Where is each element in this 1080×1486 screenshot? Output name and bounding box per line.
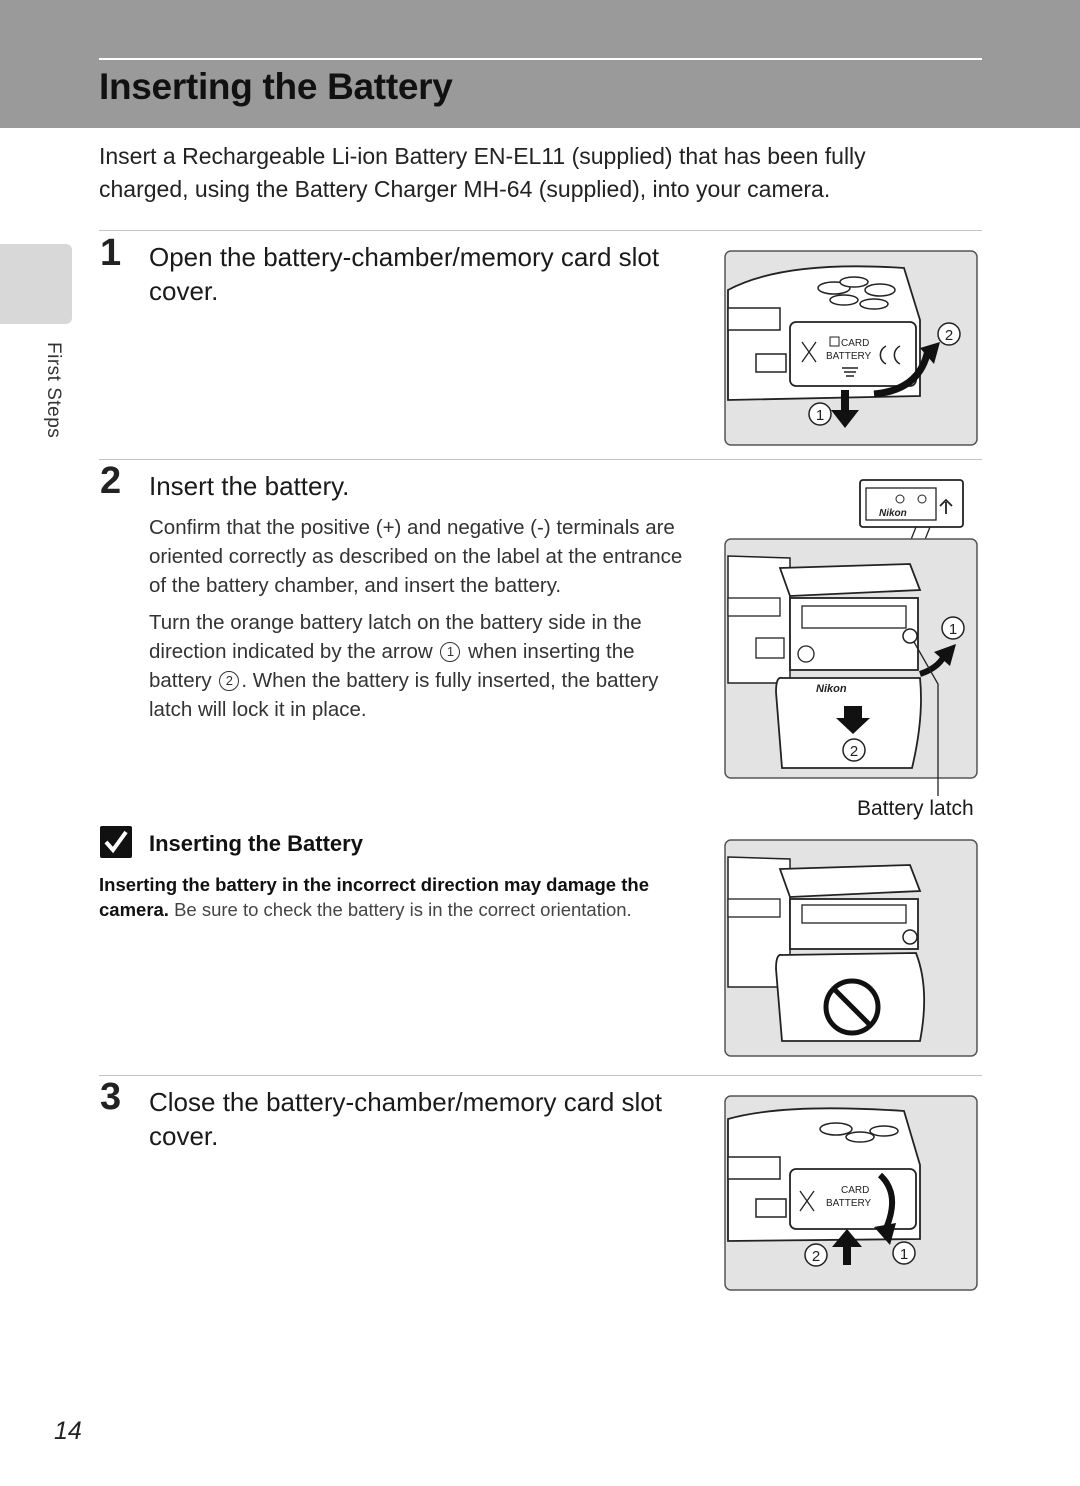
divider: [99, 230, 982, 231]
section-label: First Steps: [43, 342, 64, 439]
marker-1: 1: [815, 407, 825, 424]
section-tab: [0, 244, 72, 324]
callout-battery-latch: Battery latch: [857, 797, 974, 820]
step-number: 3: [100, 1076, 122, 1118]
marker-2: 2: [849, 743, 859, 760]
battery-label: BATTERY: [826, 1198, 872, 1209]
paragraph-text: . When the battery is fully inserted, the battery latch will lock it in place.: [149, 669, 659, 721]
page-title: Inserting the Battery: [99, 66, 453, 107]
note-warning: Inserting the battery in the incorrect direction may damage the camera.: [99, 874, 649, 920]
marker-1: 1: [948, 621, 958, 638]
note-text: Be sure to check the battery is in the correct orientation.: [174, 899, 632, 920]
battery-label: BATTERY: [826, 351, 872, 362]
marker-2: 2: [944, 327, 954, 344]
divider: [99, 1075, 982, 1076]
note-title: Inserting the Battery: [149, 831, 363, 856]
figure-insert-battery: [724, 478, 980, 798]
brand-label: Nikon: [816, 683, 847, 695]
paragraph-text: when inserting the battery: [149, 640, 635, 692]
header-rule: [99, 58, 982, 60]
arrow-marker-2: 2: [219, 671, 239, 691]
paragraph-text: Turn the orange battery latch on the battery side in the direction indicated by the arrow: [149, 611, 642, 663]
marker-2: 2: [811, 1248, 821, 1265]
header-band: [0, 0, 1080, 128]
intro-paragraph: Insert a Rechargeable Li-ion Battery EN-EL11 (supplied) that has been fully charged, using the Battery Charger MH-64 (supplied), into your camera.: [99, 143, 866, 202]
note-body: [99, 872, 699, 922]
page-number: 14: [54, 1417, 82, 1445]
step-2-paragraph-1: Confirm that the positive (+) and negative (-) terminals are oriented correctly as described on the label at the entrance of the battery chamber, and insert the battery.: [149, 516, 683, 597]
step-title: Close the battery-chamber/memory card slot cover.: [149, 1087, 662, 1151]
step-number: 1: [100, 232, 122, 274]
step-2-paragraph-2: [149, 608, 694, 724]
checkmark-icon: [100, 826, 132, 858]
step-title: Open the battery-chamber/memory card slot cover.: [149, 242, 660, 306]
card-label: CARD: [841, 338, 870, 349]
brand-label: Nikon: [879, 508, 907, 519]
card-label: CARD: [841, 1185, 870, 1196]
figure-open-cover: [724, 250, 979, 447]
arrow-marker-1: 1: [440, 642, 460, 662]
divider: [99, 459, 982, 460]
marker-1: 1: [899, 1246, 909, 1263]
figure-wrong-orientation: [724, 839, 980, 1059]
step-number: 2: [100, 460, 122, 502]
step-title: Insert the battery.: [149, 471, 350, 501]
figure-close-cover: [724, 1095, 980, 1292]
